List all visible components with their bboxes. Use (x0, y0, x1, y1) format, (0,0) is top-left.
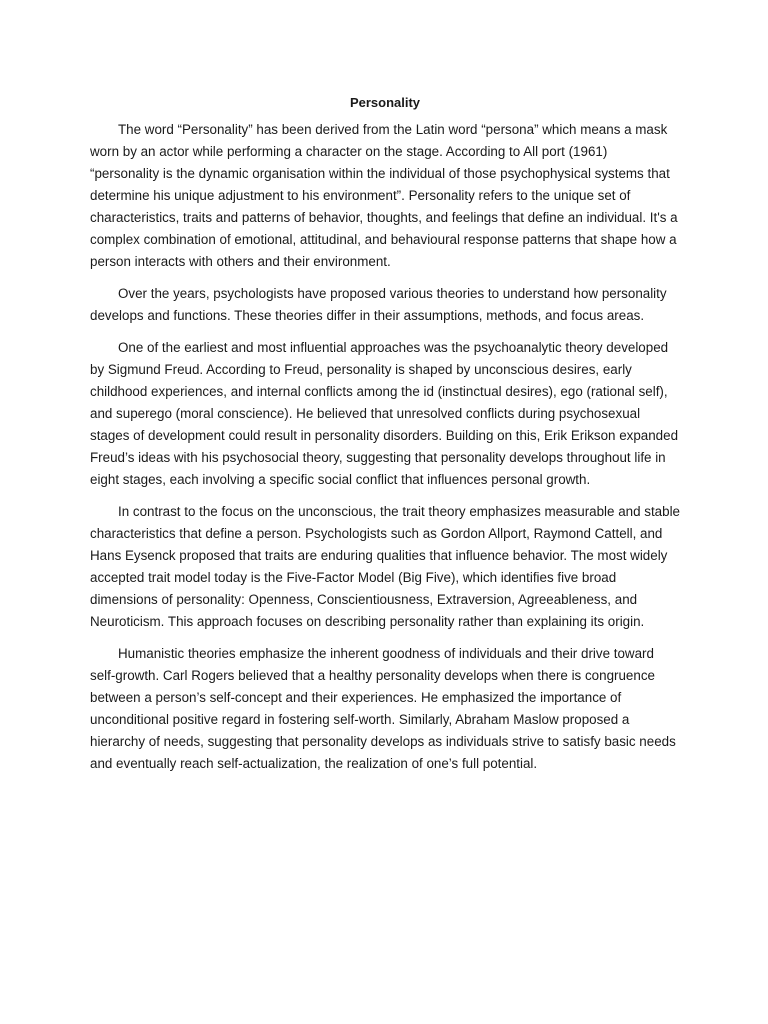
paragraph-theories-intro: Over the years, psychologists have proposed various theories to understand how personality develops and functions. These theories differ in their assumptions, methods, and focus areas. (90, 286, 667, 323)
paragraph-humanistic: Humanistic theories emphasize the inherent goodness of individuals and their drive toward self-growth. Carl Rogers believed that a healthy personality develops when there is congruence between a person’s self-concept and their experiences. He emphasized the importance of unconditional positive regard in fostering self-worth. Similarly, Abraham Maslow proposed a hierarchy of needs, suggesting that personality develops as individuals strive to satisfy basic needs and eventually reach self-actualization, the realization of one’s full potential. (90, 646, 676, 771)
document-title: Personality (349, 95, 421, 110)
paragraph-trait-theory: In contrast to the focus on the unconscious, the trait theory emphasizes measurable and stable characteristics that define a person. Psychologists such as Gordon Allport, Raymond Cattell, and Hans Eysenck proposed that traits are enduring qualities that influence behavior. The most widely accepted trait model today is the Five-Factor Model (Big Five), which identifies five broad dimensions of personality: Openness, Conscientiousness, Extraversion, Agreeableness, and Neuroticism. This approach focuses on describing personality rather than explaining its origin. (90, 504, 680, 629)
document-page (90, 93, 680, 785)
paragraph-etymology: The word “Personality” has been derived from the Latin word “persona” which means a mask worn by an actor while performing a character on the stage. According to All port (1961) “personality is the dynamic organisation within the individual of those psychophysical systems that determine his unique adjustment to his environment”. Personality refers to the unique set of characteristics, traits and patterns of behavior, thoughts, and feelings that define an individual. It's a complex combination of emotional, attitudinal, and behavioural response patterns that shape how a person interacts with others and their environment. (90, 122, 678, 269)
paragraph-psychoanalytic: One of the earliest and most influential approaches was the psychoanalytic theory developed by Sigmund Freud. According to Freud, personality is shaped by unconscious desires, early childhood experiences, and internal conflicts among the id (instinctual desires), ego (rational self), and superego (moral conscience). He believed that unresolved conflicts during psychosexual stages of development could result in personality disorders. Building on this, Erik Erikson expanded Freud’s ideas with his psychosocial theory, suggesting that personality develops throughout life in eight stages, each involving a specific social conflict that influences personal growth. (90, 340, 679, 487)
